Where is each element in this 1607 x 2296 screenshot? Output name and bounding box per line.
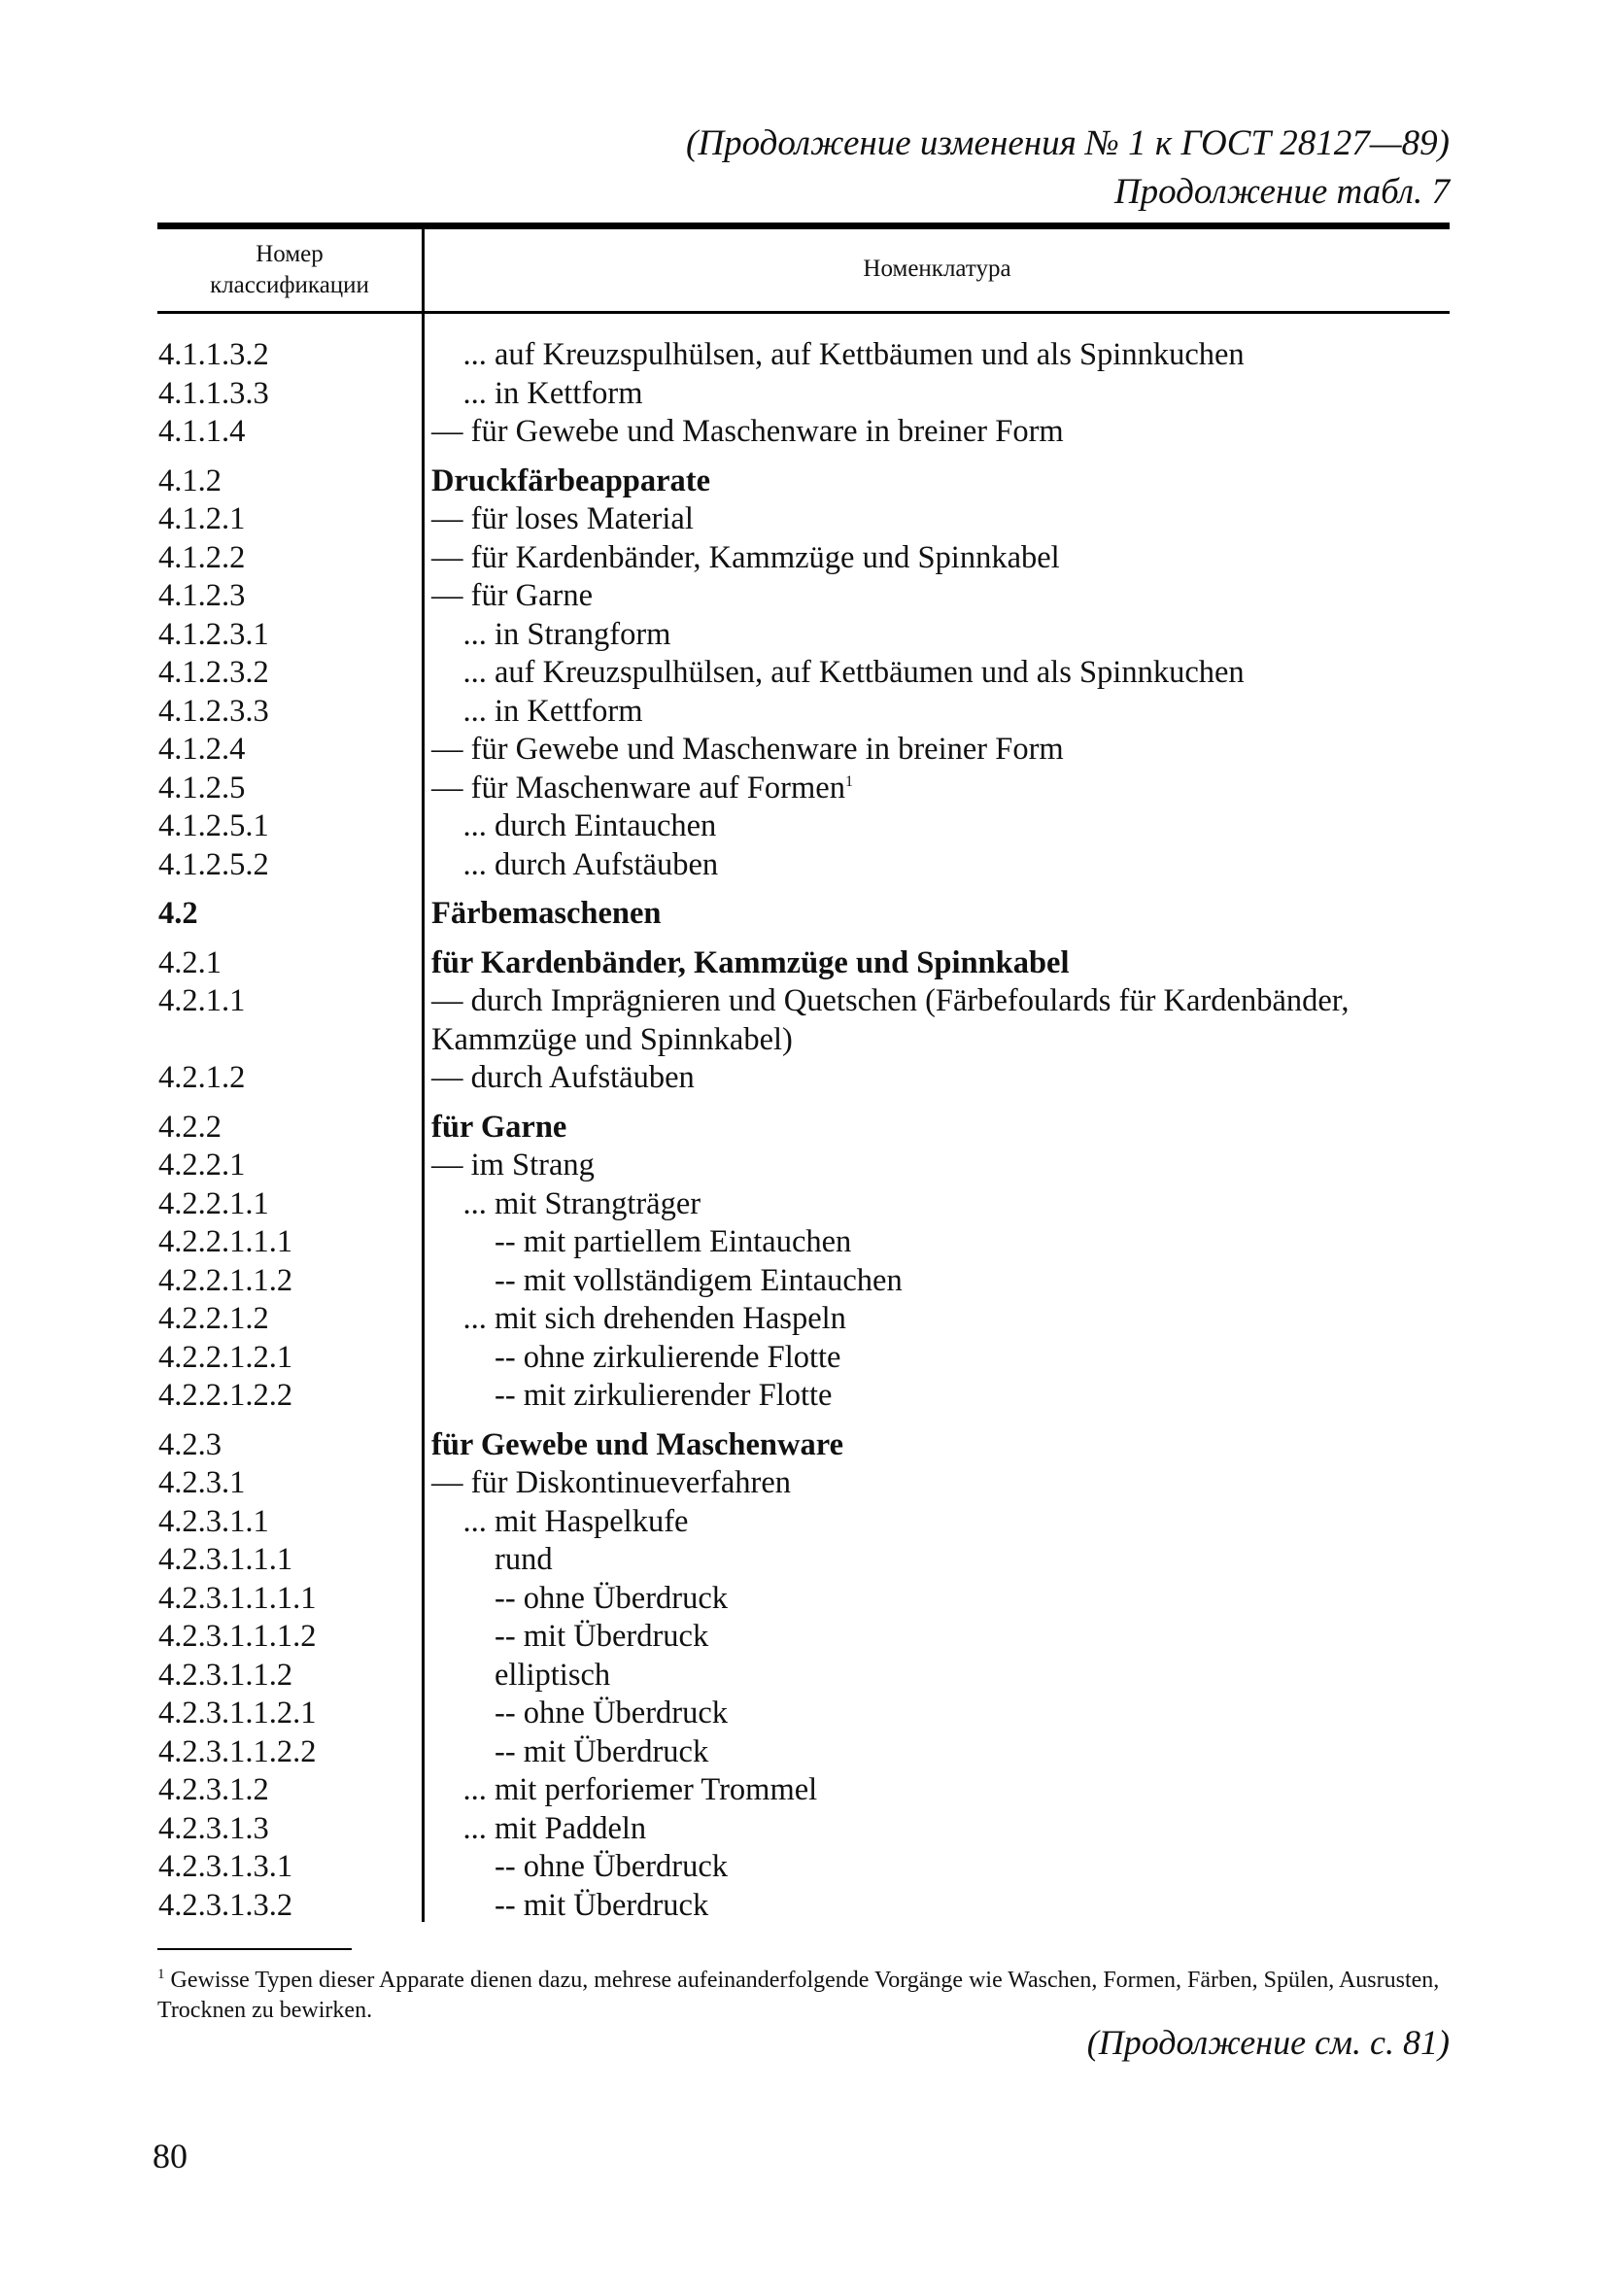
class-number: 4.2.2 xyxy=(158,1109,222,1145)
table-row xyxy=(157,1109,1459,1148)
nomenclature: ... mit Haspelkufe xyxy=(431,1503,689,1539)
table-header-rule xyxy=(157,311,1450,314)
table-row xyxy=(157,1503,1459,1542)
class-number: 4.2.1 xyxy=(158,944,222,980)
class-number: 4.1.2 xyxy=(158,463,222,498)
table-row xyxy=(157,539,1459,578)
class-number: 4.2.3.1.3 xyxy=(158,1810,269,1846)
nomenclature: ... mit sich drehenden Haspeln xyxy=(431,1301,846,1336)
table-row xyxy=(157,1059,1459,1098)
page-number: 80 xyxy=(153,2137,188,2176)
nomenclature-heading: Färbemaschenen xyxy=(431,896,662,931)
nomenclature: ... durch Eintauchen xyxy=(431,808,717,843)
table-row xyxy=(157,336,1459,375)
nomenclature: — für Gewebe und Maschenware in breiner Form xyxy=(431,732,1064,767)
nomenclature: -- mit Überdruck xyxy=(431,1733,709,1769)
nomenclature: -- mit partiellem Eintauchen xyxy=(431,1224,852,1259)
table-row xyxy=(157,1848,1459,1887)
table-row xyxy=(157,1541,1459,1580)
class-number: 4.2.3.1.2 xyxy=(158,1772,269,1807)
class-number: 4.1.1.3.3 xyxy=(158,375,269,411)
table-row xyxy=(157,1771,1459,1810)
nomenclature: ... in Kettform xyxy=(431,375,643,411)
class-number: 4.2.3.1.1.2.1 xyxy=(158,1696,317,1731)
table-row xyxy=(157,500,1459,539)
nomenclature: — durch Aufstäuben xyxy=(431,1060,695,1095)
nomenclature: — im Strang xyxy=(431,1148,595,1182)
footnote xyxy=(157,1960,1454,2026)
table-row xyxy=(157,1887,1459,1926)
table-row xyxy=(157,944,1459,983)
nomenclature: ... in Strangform xyxy=(431,616,671,652)
class-number: 4.2.2.1.2 xyxy=(158,1301,269,1336)
table-row xyxy=(157,1618,1459,1657)
class-number: 4.2.3.1.3.2 xyxy=(158,1887,293,1923)
nomenclature: ... mit Strangträger xyxy=(431,1185,701,1221)
nomenclature: ... auf Kreuzspulhülsen, auf Kettbäumen und als Spinnkuchen xyxy=(431,655,1245,690)
nomenclature-heading: Druckfärbeapparate xyxy=(431,463,711,498)
class-number: 4.1.1.4 xyxy=(158,414,246,449)
nomenclature: -- mit zirkulierender Flotte xyxy=(431,1378,833,1413)
footnote-text: Gewisse Typen dieser Apparate dienen dazu, mehrese aufeinanderfolgende Vorgänge wie Waschen, Formen, Färben, Spülen, Ausrusten, Trocknen zu bewirken. xyxy=(157,1968,1440,2023)
class-number: 4.1.2.5.1 xyxy=(158,808,269,843)
table-row xyxy=(157,693,1459,732)
table-row xyxy=(157,1300,1459,1339)
table-row xyxy=(157,1657,1459,1696)
table-row xyxy=(157,1339,1459,1378)
table-row xyxy=(157,1695,1459,1733)
class-number: 4.2.3 xyxy=(158,1426,222,1462)
class-number: 4.1.2.5 xyxy=(158,770,246,805)
class-number: 4.2.2.1.2.2 xyxy=(158,1378,293,1413)
table-row xyxy=(157,1810,1459,1849)
class-number: 4.1.1.3.2 xyxy=(158,337,269,372)
class-number: 4.2.1.1 xyxy=(158,983,246,1018)
table-row xyxy=(157,807,1459,846)
nomenclature-heading: für Gewebe und Maschenware xyxy=(431,1426,843,1462)
nomenclature: — für Garne xyxy=(431,578,594,613)
table-row xyxy=(157,770,1459,808)
nomenclature-heading: für Garne xyxy=(431,1109,567,1145)
table-top-rule xyxy=(157,223,1450,229)
table-row xyxy=(157,375,1459,414)
table-row xyxy=(157,1426,1459,1465)
nomenclature: -- mit vollständigem Eintauchen xyxy=(431,1262,903,1298)
class-number: 4.1.2.2 xyxy=(158,539,246,575)
header-line-2: Продолжение табл. 7 xyxy=(1113,172,1450,212)
nomenclature: — für Kardenbänder, Kammzüge und Spinnkabel xyxy=(431,539,1060,575)
class-number: 4.2.2.1 xyxy=(158,1148,246,1182)
class-number: 4.1.2.3 xyxy=(158,578,246,613)
class-number: 4.2.1.2 xyxy=(158,1060,246,1095)
nomenclature: ... mit Paddeln xyxy=(431,1810,647,1846)
nomenclature: ... durch Aufstäuben xyxy=(431,846,719,882)
table-row xyxy=(157,982,1459,1059)
table-row xyxy=(157,463,1459,501)
class-number: 4.2.3.1.1.2 xyxy=(158,1657,293,1693)
nomenclature: -- ohne zirkulierende Flotte xyxy=(431,1339,841,1375)
nomenclature-text: — für Maschenware auf Formen xyxy=(431,770,845,805)
nomenclature-heading: für Kardenbänder, Kammzüge und Spinnkabel xyxy=(431,944,1070,980)
class-number: 4.2.3.1.1.1.2 xyxy=(158,1619,317,1654)
table-row xyxy=(157,1147,1459,1185)
nomenclature: rund xyxy=(431,1542,553,1577)
nomenclature: — für Gewebe und Maschenware in breiner Form xyxy=(431,414,1064,449)
table-row xyxy=(157,1733,1459,1772)
nomenclature: -- ohne Überdruck xyxy=(431,1580,729,1616)
class-number: 4.2 xyxy=(158,896,198,931)
table-body xyxy=(157,336,1459,1925)
nomenclature: -- mit Überdruck xyxy=(431,1619,709,1654)
table-row xyxy=(157,1185,1459,1224)
nomenclature: -- ohne Überdruck xyxy=(431,1696,729,1731)
column-header-number: Номер классификации xyxy=(210,241,369,298)
class-number: 4.1.2.5.2 xyxy=(158,846,269,882)
continuation-note: (Продолжение см. с. 81) xyxy=(1086,2023,1450,2062)
class-number: 4.2.3.1 xyxy=(158,1465,246,1500)
table-row xyxy=(157,1262,1459,1301)
class-number: 4.1.2.3.2 xyxy=(158,655,269,690)
table-row xyxy=(157,654,1459,693)
table-row xyxy=(157,1464,1459,1503)
nomenclature: ... in Kettform xyxy=(431,693,643,729)
class-number: 4.2.3.1.3.1 xyxy=(158,1849,293,1884)
nomenclature: elliptisch xyxy=(431,1657,611,1693)
nomenclature: — durch Imprägnieren und Quetschen (Färbefoulards für Kardenbänder, Kammzüge und Spinnkabel) xyxy=(431,983,1350,1057)
nomenclature: ... auf Kreuzspulhülsen, auf Kettbäumen und als Spinnkuchen xyxy=(431,337,1245,372)
nomenclature: — für Diskontinueverfahren xyxy=(431,1465,792,1500)
column-header-nomenclature: Номенклатура xyxy=(863,256,1011,282)
class-number: 4.2.2.1.2.1 xyxy=(158,1339,293,1375)
table-row xyxy=(157,731,1459,770)
class-number: 4.2.3.1.1.2.2 xyxy=(158,1733,317,1769)
table-row xyxy=(157,1580,1459,1619)
nomenclature xyxy=(423,770,1452,808)
class-number: 4.2.2.1.1.2 xyxy=(158,1262,293,1298)
class-number: 4.2.2.1.1 xyxy=(158,1185,269,1221)
table-row xyxy=(157,413,1459,452)
nomenclature: -- ohne Überdruck xyxy=(431,1849,729,1884)
class-number: 4.2.3.1.1.1.1 xyxy=(158,1580,317,1616)
class-number: 4.1.2.4 xyxy=(158,732,246,767)
table-row xyxy=(157,577,1459,616)
nomenclature: -- mit Überdruck xyxy=(431,1887,709,1923)
class-number: 4.2.2.1.1.1 xyxy=(158,1224,293,1259)
footnote-separator xyxy=(157,1948,352,1950)
header-line-1: (Продолжение изменения № 1 к ГОСТ 28127—89) xyxy=(686,123,1450,163)
table-row xyxy=(157,1377,1459,1416)
footnote-reference: 1 xyxy=(844,772,853,790)
nomenclature: — für loses Material xyxy=(431,501,694,536)
table-row xyxy=(157,846,1459,885)
class-number: 4.1.2.1 xyxy=(158,501,246,536)
footnote-marker: 1 xyxy=(157,1967,165,1982)
table-row xyxy=(157,616,1459,655)
class-number: 4.1.2.3.1 xyxy=(158,616,269,652)
class-number: 4.2.3.1.1 xyxy=(158,1503,269,1539)
nomenclature: ... mit perforiemer Trommel xyxy=(431,1772,818,1807)
class-number: 4.2.3.1.1.1 xyxy=(158,1542,293,1577)
table-row xyxy=(157,895,1459,934)
class-number: 4.1.2.3.3 xyxy=(158,693,269,729)
table-row xyxy=(157,1223,1459,1262)
